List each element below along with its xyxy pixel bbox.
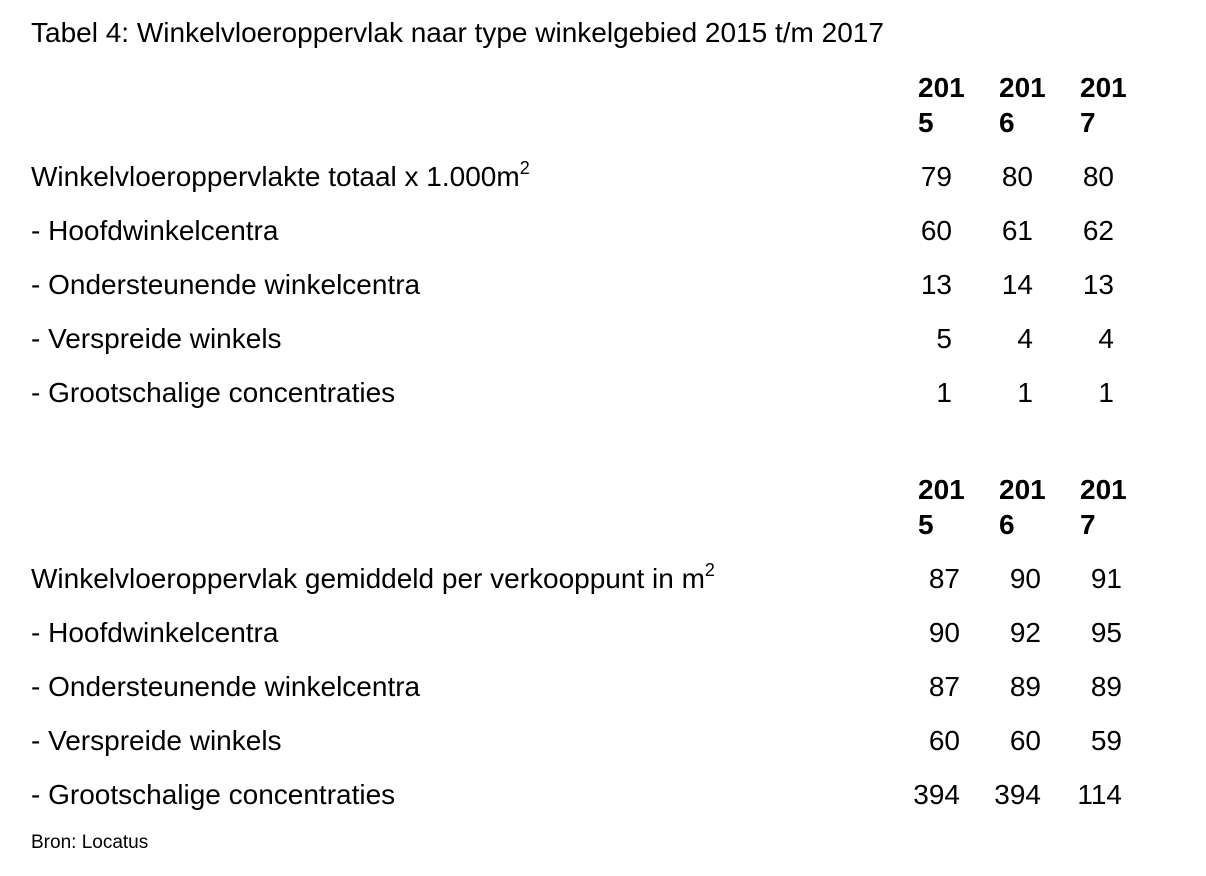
year-header-2017: 2017	[1080, 72, 1127, 138]
cell-2015: 87	[928, 671, 960, 702]
year-header-2015: 2015	[918, 474, 965, 540]
cell-2015: 79	[920, 161, 952, 192]
cell-2017: 59	[1090, 725, 1122, 756]
source-note: Bron: Locatus	[31, 832, 149, 853]
table-row	[31, 546, 1151, 600]
table-title: Tabel 4: Winkelvloeroppervlak naar type winkelgebied 2015 t/m 2017	[31, 17, 884, 48]
table-row	[31, 360, 1151, 414]
cell-2015: 394	[913, 779, 960, 810]
cell-2017: 80	[1082, 161, 1114, 192]
cell-2015: 87	[928, 563, 960, 594]
table-row	[31, 762, 1151, 816]
floor-area-average-table	[31, 472, 1151, 816]
row-label: - Ondersteunende winkelcentra	[31, 269, 421, 300]
cell-2016: 394	[994, 779, 1041, 810]
cell-2015: 13	[920, 269, 952, 300]
table-row	[31, 654, 1151, 708]
cell-2015: 5	[936, 323, 952, 354]
cell-2016: 92	[1009, 617, 1041, 648]
year-header-2016: 2016	[999, 474, 1046, 540]
row-label: Winkelvloeroppervlakte totaal x $1.000m^2$	[31, 158, 530, 192]
table-row	[31, 144, 1151, 198]
row-label: - Grootschalige concentraties	[31, 779, 396, 810]
cell-2016: 4	[1017, 323, 1033, 354]
year-header-2016: 2016	[999, 72, 1046, 138]
cell-2016: 90	[1009, 563, 1041, 594]
cell-2016: 14	[1001, 269, 1033, 300]
row-label: - Grootschalige concentraties	[31, 377, 396, 408]
cell-2016: 80	[1001, 161, 1033, 192]
floor-area-total-table	[31, 70, 1151, 414]
cell-2017: 13	[1082, 269, 1114, 300]
table-row	[31, 198, 1151, 252]
table-row	[31, 306, 1151, 360]
cell-2015: 60	[928, 725, 960, 756]
row-label: - Verspreide winkels	[31, 323, 282, 354]
cell-2015: 90	[928, 617, 960, 648]
table-row	[31, 600, 1151, 654]
year-header-2017: 2017	[1080, 474, 1127, 540]
cell-2015: 60	[920, 215, 952, 246]
table-header	[31, 472, 1151, 546]
cell-2017: 89	[1090, 671, 1122, 702]
cell-2016: 60	[1009, 725, 1041, 756]
table-header	[31, 70, 1151, 144]
cell-2017: 91	[1090, 563, 1122, 594]
cell-2015: 1	[936, 377, 952, 408]
cell-2017: 114	[1077, 779, 1122, 810]
row-label: - Ondersteunende winkelcentra	[31, 671, 421, 702]
table-row	[31, 252, 1151, 306]
row-label: - Hoofdwinkelcentra	[31, 617, 279, 648]
table-row	[31, 708, 1151, 762]
cell-2017: 95	[1090, 617, 1122, 648]
year-header-2015: 2015	[918, 72, 965, 138]
cell-2017: 4	[1098, 323, 1114, 354]
cell-2017: 1	[1098, 377, 1114, 408]
cell-2016: 1	[1017, 377, 1033, 408]
cell-2016: 89	[1009, 671, 1041, 702]
row-label: - Hoofdwinkelcentra	[31, 215, 279, 246]
cell-2016: 61	[1001, 215, 1033, 246]
row-label: Winkelvloeroppervlak gemiddeld per verkooppunt in $m^2$	[31, 560, 715, 594]
row-label: - Verspreide winkels	[31, 725, 282, 756]
cell-2017: 62	[1082, 215, 1114, 246]
